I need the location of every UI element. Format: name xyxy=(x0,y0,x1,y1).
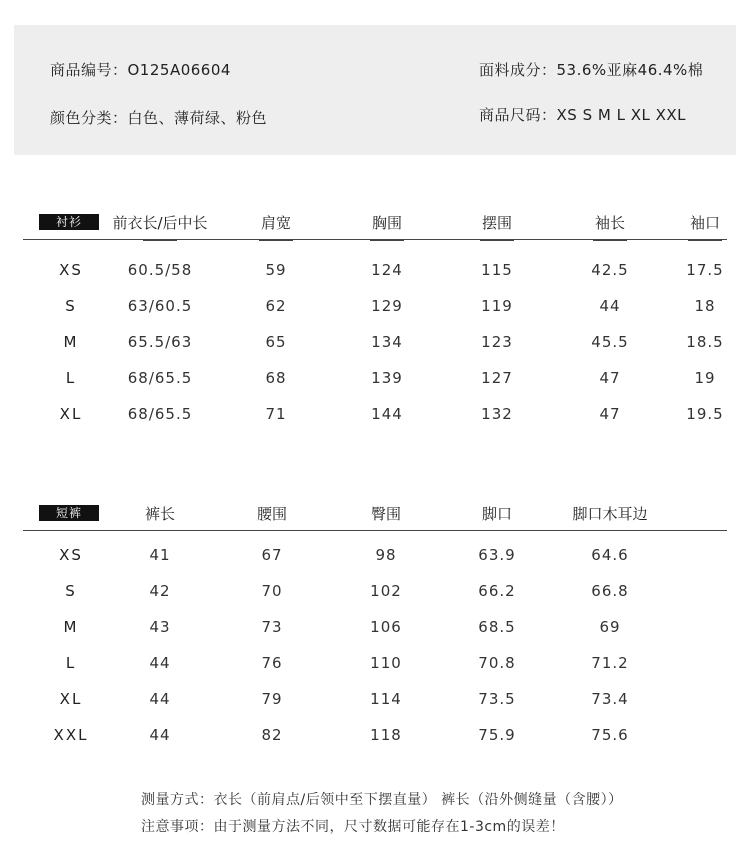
table-cell: 73.4 xyxy=(591,690,629,708)
table-cell: 17.5 xyxy=(686,261,724,279)
table-cell: 44 xyxy=(149,726,171,744)
size-label: L xyxy=(65,369,77,387)
size-label: XS xyxy=(59,546,83,564)
table-cell: 102 xyxy=(370,582,402,600)
table-row xyxy=(23,297,727,317)
table-cell: 44 xyxy=(149,690,171,708)
table-cell: 59 xyxy=(265,261,287,279)
header-ruffle-leg-opening: 脚口木耳边 xyxy=(572,505,648,523)
table-cell: 114 xyxy=(370,690,402,708)
table-cell: 134 xyxy=(371,333,403,351)
size-label: L xyxy=(65,654,77,672)
header-tick xyxy=(143,239,177,241)
header-hem: 摆围 xyxy=(481,214,513,232)
table-row xyxy=(23,654,727,674)
table-cell: 44 xyxy=(599,297,621,315)
header-tick xyxy=(593,239,627,241)
shorts-table-header xyxy=(23,501,727,523)
header-sleeve-length: 袖长 xyxy=(594,214,626,232)
table-cell: 63.9 xyxy=(478,546,516,564)
table-cell: 70.8 xyxy=(478,654,516,672)
table-cell: 70 xyxy=(261,582,283,600)
header-tick xyxy=(688,239,722,241)
size-options: 商品尺码：XS S M L XL XXL xyxy=(479,106,687,124)
table-cell: 18 xyxy=(694,297,716,315)
table-cell: 42.5 xyxy=(591,261,629,279)
table-cell: 68/65.5 xyxy=(127,405,193,423)
table-cell: 79 xyxy=(261,690,283,708)
table-cell: 63/60.5 xyxy=(127,297,193,315)
table-cell: 76 xyxy=(261,654,283,672)
table-row xyxy=(23,261,727,281)
table-cell: 18.5 xyxy=(686,333,724,351)
table-cell: 42 xyxy=(149,582,171,600)
header-waist: 腰围 xyxy=(256,505,288,523)
size-label: S xyxy=(65,582,77,600)
table-cell: 69 xyxy=(599,618,621,636)
table-cell: 106 xyxy=(370,618,402,636)
table-cell: 19.5 xyxy=(686,405,724,423)
table-cell: 73 xyxy=(261,618,283,636)
shirt-table-header xyxy=(23,210,727,232)
shorts-badge: 短裤 xyxy=(39,505,99,521)
table-cell: 66.2 xyxy=(478,582,516,600)
table-cell: 75.9 xyxy=(478,726,516,744)
table-cell: 68 xyxy=(265,369,287,387)
header-shoulder: 肩宽 xyxy=(260,214,292,232)
table-row xyxy=(23,546,727,566)
header-tick xyxy=(370,239,404,241)
table-row xyxy=(23,726,727,746)
table-row xyxy=(23,369,727,389)
header-pants-length: 裤长 xyxy=(144,505,176,523)
table-cell: 124 xyxy=(371,261,403,279)
table-cell: 43 xyxy=(149,618,171,636)
table-cell: 132 xyxy=(481,405,513,423)
table-cell: 60.5/58 xyxy=(127,261,193,279)
header-rule xyxy=(23,530,727,531)
size-label: M xyxy=(63,618,79,636)
table-cell: 110 xyxy=(370,654,402,672)
table-cell: 118 xyxy=(370,726,402,744)
size-label: M xyxy=(63,333,79,351)
table-cell: 41 xyxy=(149,546,171,564)
caution-note: 注意事项：由于测量方法不同，尺寸数据可能存在1-3cm的误差！ xyxy=(141,819,565,835)
size-label: XS xyxy=(59,261,83,279)
table-row xyxy=(23,405,727,425)
table-cell: 127 xyxy=(481,369,513,387)
table-cell: 47 xyxy=(599,405,621,423)
measurement-method-note: 测量方式：衣长（前肩点/后领中至下摆直量） 裤长（沿外侧缝量（含腰）） xyxy=(141,792,623,808)
table-cell: 68/65.5 xyxy=(127,369,193,387)
product-info-panel xyxy=(14,25,736,155)
header-tick xyxy=(480,239,514,241)
size-label: XXL xyxy=(53,726,89,744)
shirt-badge: 衬衫 xyxy=(39,214,99,230)
table-cell: 75.6 xyxy=(591,726,629,744)
color-options: 颜色分类：白色、薄荷绿、粉色 xyxy=(50,109,268,127)
size-label: XL xyxy=(59,690,83,708)
table-cell: 123 xyxy=(481,333,513,351)
table-cell: 44 xyxy=(149,654,171,672)
header-leg-opening: 脚口 xyxy=(481,505,513,523)
table-cell: 65.5/63 xyxy=(127,333,193,351)
table-cell: 47 xyxy=(599,369,621,387)
table-cell: 71.2 xyxy=(591,654,629,672)
header-chest: 胸围 xyxy=(371,214,403,232)
table-cell: 82 xyxy=(261,726,283,744)
table-cell: 115 xyxy=(481,261,513,279)
table-cell: 45.5 xyxy=(591,333,629,351)
table-cell: 144 xyxy=(371,405,403,423)
table-cell: 67 xyxy=(261,546,283,564)
table-cell: 66.8 xyxy=(591,582,629,600)
table-row xyxy=(23,333,727,353)
table-cell: 119 xyxy=(481,297,513,315)
table-cell: 98 xyxy=(375,546,397,564)
table-cell: 62 xyxy=(265,297,287,315)
header-length: 前衣长/后中长 xyxy=(112,214,208,232)
item-number: 商品编号：O125A06604 xyxy=(50,61,231,79)
table-cell: 139 xyxy=(371,369,403,387)
table-row xyxy=(23,690,727,710)
header-hip: 臀围 xyxy=(370,505,402,523)
table-cell: 73.5 xyxy=(478,690,516,708)
size-label: XL xyxy=(59,405,83,423)
header-cuff: 袖口 xyxy=(689,214,721,232)
table-cell: 65 xyxy=(265,333,287,351)
table-row xyxy=(23,618,727,638)
table-cell: 64.6 xyxy=(591,546,629,564)
table-cell: 19 xyxy=(694,369,716,387)
table-cell: 129 xyxy=(371,297,403,315)
table-cell: 71 xyxy=(265,405,287,423)
fabric-composition: 面料成分：53.6%亚麻46.4%棉 xyxy=(479,61,704,79)
table-row xyxy=(23,582,727,602)
table-cell: 68.5 xyxy=(478,618,516,636)
header-tick xyxy=(259,239,293,241)
size-label: S xyxy=(65,297,77,315)
